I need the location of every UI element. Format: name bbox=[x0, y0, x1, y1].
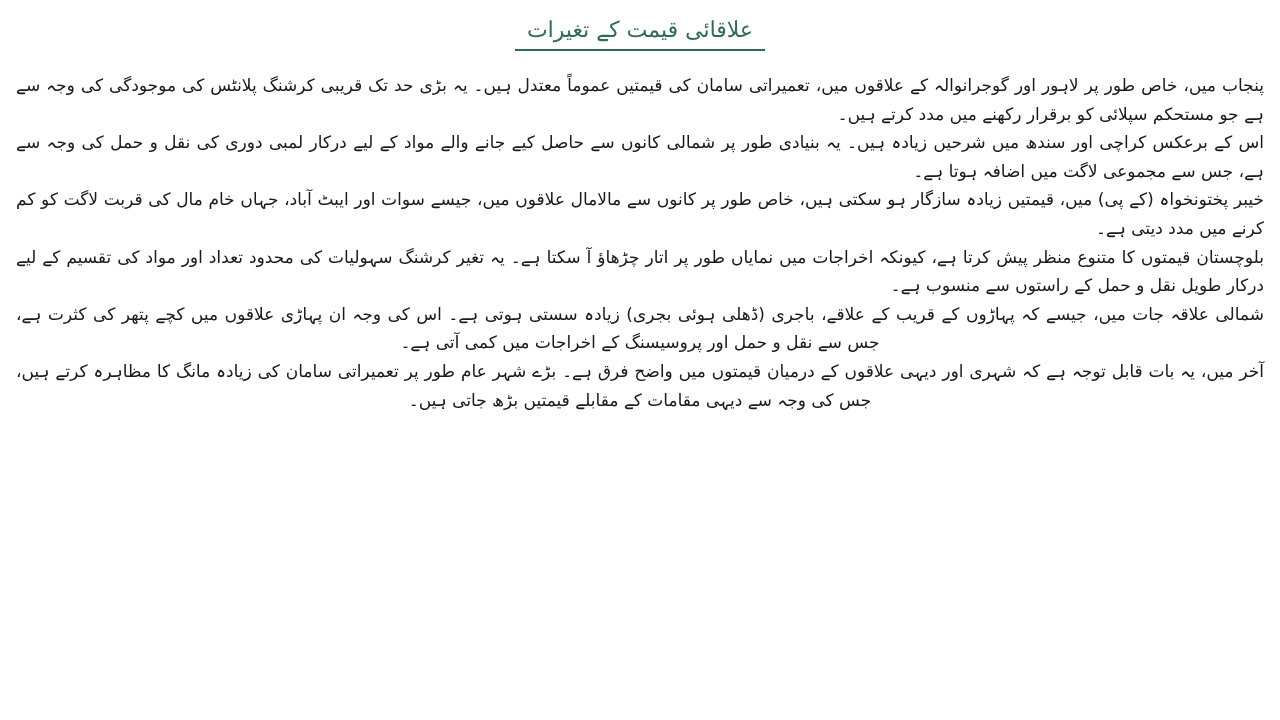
paragraph-conclusion: آخر میں، یہ بات قابل توجہ ہے کہ شہری اور دیہی علاقوں کے درمیان قیمتوں میں واضح فرق ہے۔ بڑے شہر عام طور پر تعمیراتی سامان کی زیادہ مانگ کا مظاہرہ کرتے ہیں، جس کی وجہ سے دیہی مقامات کے مقابلے قیمتیں بڑھ جاتی ہیں۔ bbox=[16, 361, 1264, 411]
paragraph-khyber-pakhtunkhwa: خیبر پختونخواہ (کے پی) میں، قیمتیں زیادہ سازگار ہو سکتی ہیں، خاص طور پر کانوں سے مالامال علاقوں میں، جیسے سوات اور ایبٹ آباد، جہاں خام مال کی قربت لاگت کو کم کرنے میں مدد دیتی ہے۔ bbox=[16, 190, 1264, 239]
title-container bbox=[0, 18, 1280, 51]
document-body bbox=[16, 72, 1264, 708]
paragraph-karachi-sindh: اس کے برعکس کراچی اور سندھ میں شرحیں زیادہ ہیں۔ یہ بنیادی طور پر شمالی کانوں سے حاصل کیے جانے والے مواد کے لیے درکار لمبی دوری کی نقل و حمل کی وجہ سے ہے، جس سے مجموعی لاگت میں اضافہ ہوتا ہے۔ bbox=[16, 133, 1264, 182]
page-title: علاقائی قیمت کے تغیرات bbox=[515, 18, 765, 51]
paragraph-northern-areas: شمالی علاقہ جات میں، جیسے کہ پہاڑوں کے قریب کے علاقے، باجری (ڈھلی ہوئی بجری) زیادہ سستی ہوتی ہے۔ اس کی وجہ ان پہاڑی علاقوں میں کچے پتھر کی کثرت ہے، جس سے نقل و حمل اور پروسیسنگ کے اخراجات میں کمی آتی ہے۔ bbox=[16, 304, 1264, 354]
paragraph-balochistan: بلوچستان قیمتوں کا متنوع منظر پیش کرتا ہے، کیونکہ اخراجات میں نمایاں طور پر اتار چڑھاؤ آ سکتا ہے۔ یہ تغیر کرشنگ سہولیات کی محدود تعداد اور مواد کی تقسیم کے لیے درکار طویل نقل و حمل کے راستوں سے منسوب ہے۔ bbox=[16, 247, 1264, 297]
paragraph-punjab: پنجاب میں، خاص طور پر لاہور اور گوجرانوالہ کے علاقوں میں، تعمیراتی سامان کی قیمتیں عموماً معتدل ہیں۔ یہ بڑی حد تک قریبی کرشنگ پلانٹس کی موجودگی کی وجہ سے ہے جو مستحکم سپلائی کو برقرار رکھنے میں مدد کرتے ہیں۔ bbox=[16, 76, 1264, 125]
